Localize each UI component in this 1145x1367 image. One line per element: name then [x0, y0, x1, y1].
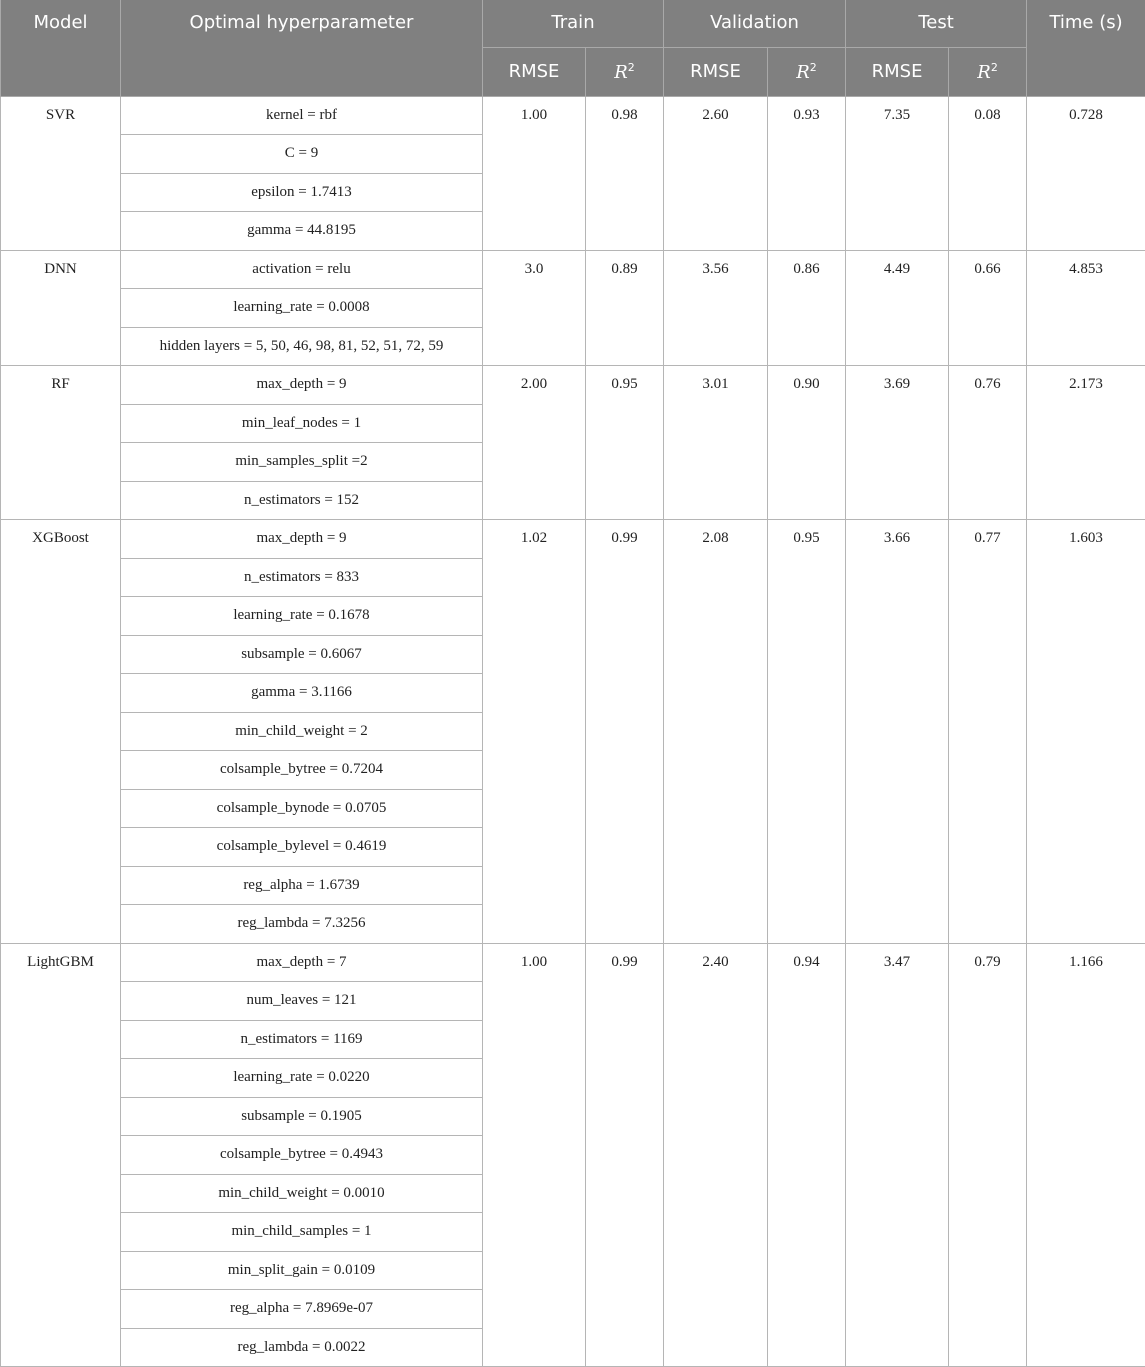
table-row — [1, 520, 1145, 559]
train-rmse-cell: 3.0 — [483, 250, 586, 366]
hyperparameter-cell: colsample_bytree = 0.7204 — [121, 751, 483, 790]
table-row — [1, 250, 1145, 289]
hyperparameter-cell: min_child_weight = 2 — [121, 712, 483, 751]
time-cell: 4.853 — [1027, 250, 1145, 366]
hyperparameter-cell: n_estimators = 1169 — [121, 1020, 483, 1059]
train-rmse-cell: 1.02 — [483, 520, 586, 944]
train-r2-cell: 0.99 — [586, 943, 664, 1367]
validation-rmse-cell: 2.40 — [664, 943, 768, 1367]
model-name: DNN — [1, 250, 121, 366]
hyperparameter-cell: gamma = 3.1166 — [121, 674, 483, 713]
table-body — [1, 96, 1145, 1367]
hyperparameter-cell: activation = relu — [121, 250, 483, 289]
table-row — [1, 96, 1145, 135]
validation-r2-cell: 0.93 — [768, 96, 846, 250]
hyperparameter-cell: colsample_bynode = 0.0705 — [121, 789, 483, 828]
hyperparameter-cell: min_child_samples = 1 — [121, 1213, 483, 1252]
hyperparameter-cell: max_depth = 7 — [121, 943, 483, 982]
hyperparameter-cell: reg_alpha = 7.8969e-07 — [121, 1290, 483, 1329]
train-r2-cell: 0.98 — [586, 96, 664, 250]
test-rmse-cell: 3.47 — [846, 943, 949, 1367]
header-test-r2: $R^2$ — [949, 47, 1027, 96]
hyperparameter-cell: gamma = 44.8195 — [121, 212, 483, 251]
time-cell: 1.603 — [1027, 520, 1145, 944]
hyperparameter-cell: learning_rate = 0.1678 — [121, 597, 483, 636]
model-name: RF — [1, 366, 121, 520]
validation-rmse-cell: 3.01 — [664, 366, 768, 520]
header-train-rmse: RMSE — [483, 47, 586, 96]
hyperparameter-cell: n_estimators = 152 — [121, 481, 483, 520]
hyperparameter-cell: reg_lambda = 7.3256 — [121, 905, 483, 944]
header-validation-rmse: RMSE — [664, 47, 768, 96]
hyperparameter-cell: colsample_bytree = 0.4943 — [121, 1136, 483, 1175]
validation-r2-cell: 0.90 — [768, 366, 846, 520]
hyperparameter-cell: kernel = rbf — [121, 96, 483, 135]
hyperparameter-cell: num_leaves = 121 — [121, 982, 483, 1021]
hyperparameter-cell: colsample_bylevel = 0.4619 — [121, 828, 483, 867]
validation-r2-cell: 0.86 — [768, 250, 846, 366]
hyperparameter-cell: n_estimators = 833 — [121, 558, 483, 597]
train-rmse-cell: 1.00 — [483, 943, 586, 1367]
test-r2-cell: 0.79 — [949, 943, 1027, 1367]
test-rmse-cell: 4.49 — [846, 250, 949, 366]
hyperparameter-cell: epsilon = 1.7413 — [121, 173, 483, 212]
hyperparameter-cell: min_split_gain = 0.0109 — [121, 1251, 483, 1290]
hyperparameter-cell: reg_lambda = 0.0022 — [121, 1328, 483, 1367]
hyperparameter-cell: hidden layers = 5, 50, 46, 98, 81, 52, 51, 72, 59 — [121, 327, 483, 366]
model-name: SVR — [1, 96, 121, 250]
header-time: Time (s) — [1027, 0, 1145, 96]
table-row — [1, 943, 1145, 982]
validation-rmse-cell: 2.08 — [664, 520, 768, 944]
header-validation-r2: $R^2$ — [768, 47, 846, 96]
header-validation: Validation — [664, 0, 846, 47]
train-r2-cell: 0.99 — [586, 520, 664, 944]
train-r2-cell: 0.95 — [586, 366, 664, 520]
test-r2-cell: 0.76 — [949, 366, 1027, 520]
validation-rmse-cell: 2.60 — [664, 96, 768, 250]
header-train: Train — [483, 0, 664, 47]
validation-r2-cell: 0.95 — [768, 520, 846, 944]
hyperparameter-cell: min_samples_split =2 — [121, 443, 483, 482]
table-row — [1, 366, 1145, 405]
test-rmse-cell: 7.35 — [846, 96, 949, 250]
hyperparameter-cell: learning_rate = 0.0008 — [121, 289, 483, 328]
hyperparameter-cell: subsample = 0.1905 — [121, 1097, 483, 1136]
hyperparameter-cell: max_depth = 9 — [121, 366, 483, 405]
header-optimal-hyperparameter: Optimal hyperparameter — [121, 0, 483, 96]
model-name: LightGBM — [1, 943, 121, 1367]
test-r2-cell: 0.08 — [949, 96, 1027, 250]
hyperparameter-cell: learning_rate = 0.0220 — [121, 1059, 483, 1098]
hyperparameter-cell: min_leaf_nodes = 1 — [121, 404, 483, 443]
model-name: XGBoost — [1, 520, 121, 944]
validation-r2-cell: 0.94 — [768, 943, 846, 1367]
hyperparameter-cell: min_child_weight = 0.0010 — [121, 1174, 483, 1213]
time-cell: 2.173 — [1027, 366, 1145, 520]
hyperparameter-cell: C = 9 — [121, 135, 483, 174]
table-header — [1, 0, 1145, 96]
test-rmse-cell: 3.69 — [846, 366, 949, 520]
test-r2-cell: 0.66 — [949, 250, 1027, 366]
hyperparameter-cell: subsample = 0.6067 — [121, 635, 483, 674]
train-rmse-cell: 1.00 — [483, 96, 586, 250]
test-rmse-cell: 3.66 — [846, 520, 949, 944]
time-cell: 0.728 — [1027, 96, 1145, 250]
header-model: Model — [1, 0, 121, 96]
train-r2-cell: 0.89 — [586, 250, 664, 366]
header-test: Test — [846, 0, 1027, 47]
train-rmse-cell: 2.00 — [483, 366, 586, 520]
header-test-rmse: RMSE — [846, 47, 949, 96]
test-r2-cell: 0.77 — [949, 520, 1027, 944]
hyperparameter-cell: reg_alpha = 1.6739 — [121, 866, 483, 905]
header-train-r2: $R^2$ — [586, 47, 664, 96]
time-cell: 1.166 — [1027, 943, 1145, 1367]
hyperparameter-cell: max_depth = 9 — [121, 520, 483, 559]
validation-rmse-cell: 3.56 — [664, 250, 768, 366]
